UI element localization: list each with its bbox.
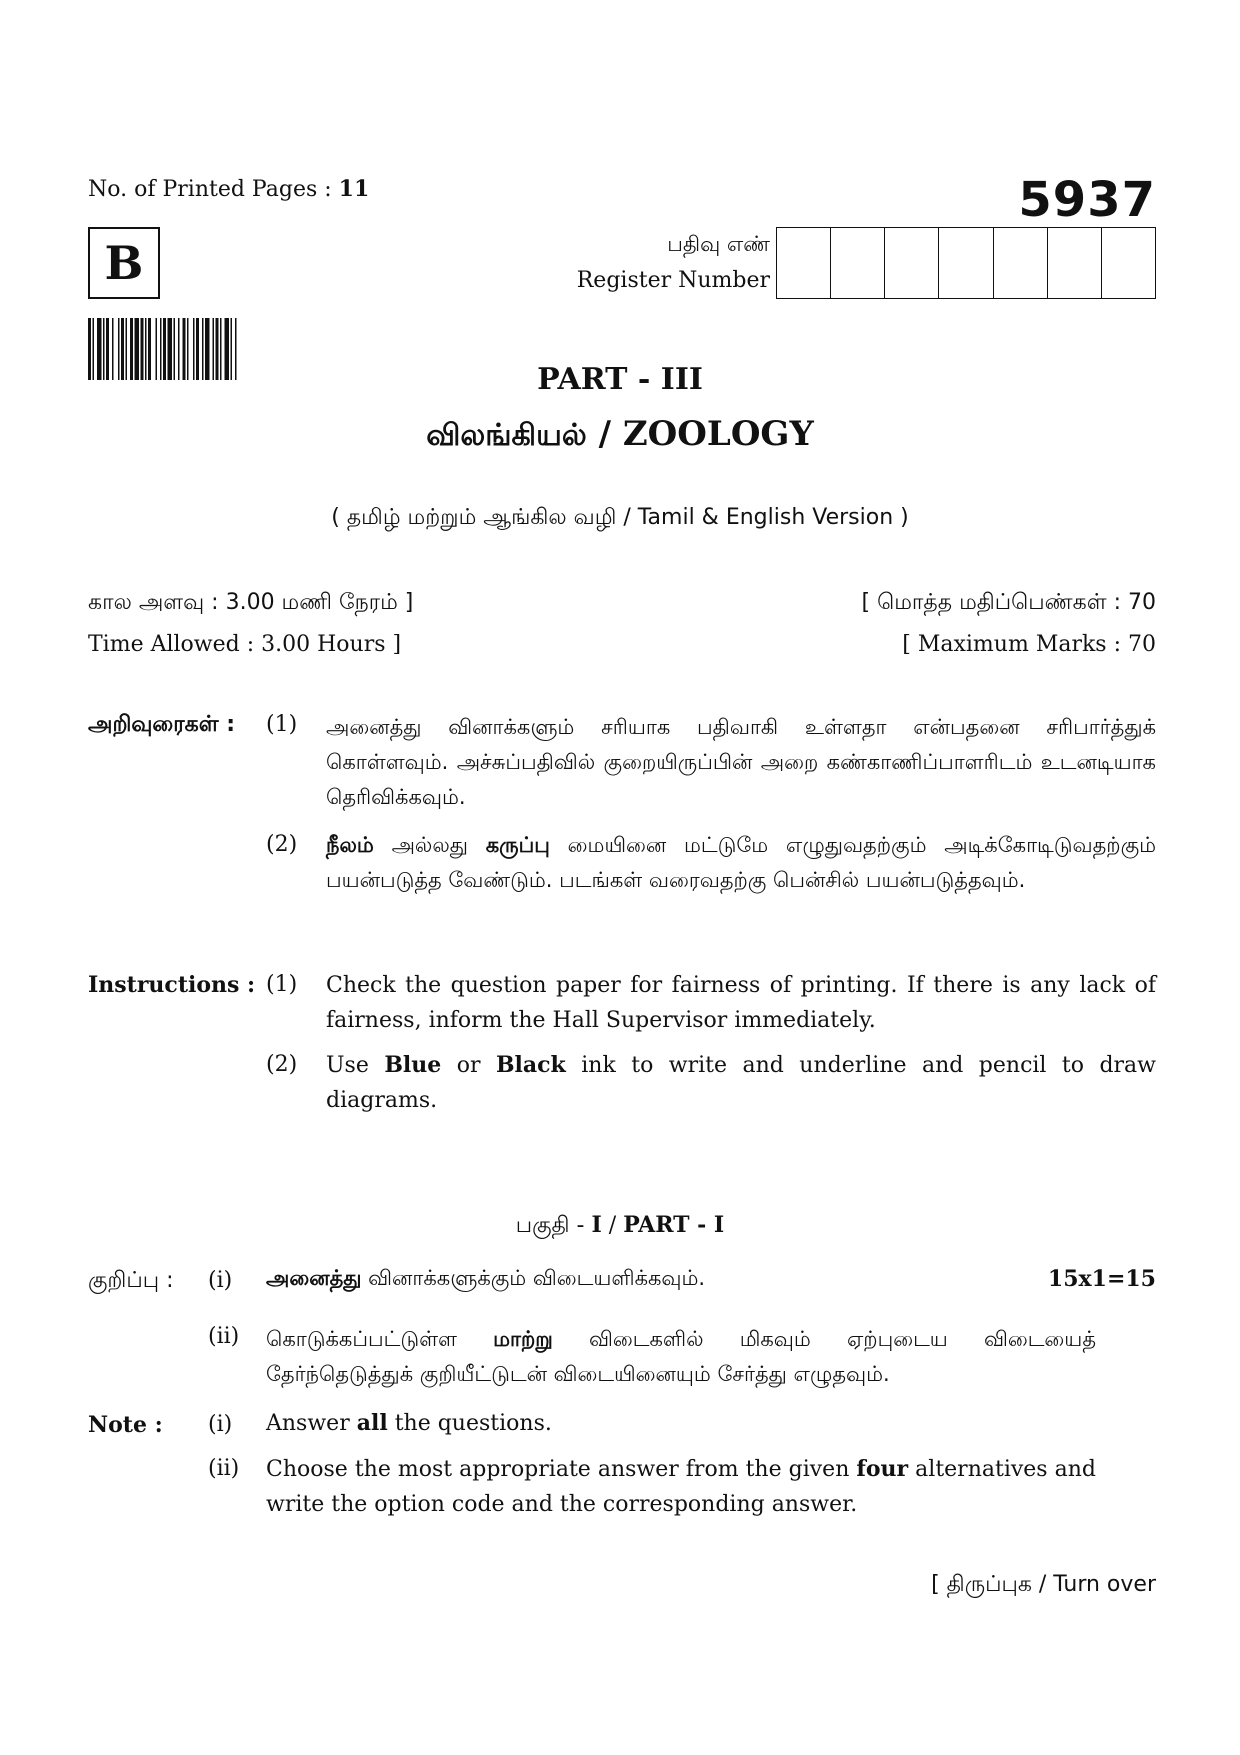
instruction-ta-2-text <box>326 828 1156 898</box>
note-en-2-bold: four <box>856 1456 909 1482</box>
instruction-en-2-black: Black <box>495 1052 566 1078</box>
instruction-ta-2-or: அல்லது <box>373 833 486 857</box>
instructions-en-label: Instructions : <box>88 972 256 998</box>
subject-title-ta: விலங்கியல் <box>426 418 587 453</box>
register-digit-box[interactable] <box>1047 228 1101 298</box>
turn-over: [ திருப்புக / Turn over <box>931 1572 1156 1597</box>
instruction-ta-2-black: கருப்பு <box>485 833 550 857</box>
time-allowed-en: Time Allowed : 3.00 Hours ] <box>88 632 402 657</box>
instruction-ta-2-blue: நீலம் <box>326 833 374 857</box>
note-ta-1-number: (i) <box>208 1268 233 1293</box>
instruction-ta-2-number: (2) <box>266 832 298 857</box>
note-en-2-number: (ii) <box>208 1456 240 1481</box>
register-digit-box[interactable] <box>1101 228 1155 298</box>
instruction-en-2-or: or <box>441 1053 496 1078</box>
instruction-ta-1-number: (1) <box>266 712 298 737</box>
part-title: PART - III <box>537 362 703 397</box>
register-digit-box[interactable] <box>777 228 830 298</box>
register-digit-box[interactable] <box>884 228 938 298</box>
note-ta-2-text <box>266 1322 1096 1392</box>
note-en-1-pre: Answer <box>266 1411 357 1436</box>
register-digit-box[interactable] <box>938 228 992 298</box>
note-en-label: Note : <box>88 1412 163 1438</box>
note-ta-1-text <box>266 1266 705 1293</box>
section-title <box>0 1212 1240 1241</box>
subject-title-sep: / <box>586 414 623 454</box>
instruction-ta-2-rest: மையினை மட்டுமே எழுதுவதற்கும் அடிக்கோடிடுவதற்கும் பயன்படுத்த வேண்டும். படங்கள் வரைவதற்கு பென்சில் பயன்படுத்தவும். <box>326 833 1157 892</box>
instruction-en-2-text <box>326 1048 1156 1118</box>
printed-pages-label: No. of Printed Pages : <box>88 177 332 202</box>
note-en-2-pre: Choose the most appropriate answer from the given <box>266 1457 857 1482</box>
note-en-2-text <box>266 1452 1096 1522</box>
note-ta-2-bold: மாற்று <box>493 1327 553 1351</box>
marks-scheme: 15x1=15 <box>1047 1266 1156 1292</box>
instruction-en-2-blue: Blue <box>384 1052 442 1078</box>
register-label-en: Register Number <box>576 268 770 293</box>
instruction-ta-1-text: அனைத்து வினாக்களும் சரியாக பதிவாகி உள்ளதா என்பதனை சரிபார்த்துக் கொள்ளவும். அச்சுப்பதிவில் குறையிருப்பின் அறை கண்காணிப்பாளரிடம் உடனடியாக தெரிவிக்கவும். <box>326 715 1156 809</box>
note-ta-1-rest: வினாக்களுக்கும் விடையளிக்கவும். <box>361 1266 706 1290</box>
section-title-en: PART - I <box>623 1212 725 1238</box>
instructions-ta-label: அறிவுரைகள் : <box>88 712 235 737</box>
note-ta-label: குறிப்பு : <box>88 1268 174 1293</box>
subject-title <box>0 414 1240 457</box>
note-en-2-rest: alternatives and write the option code and the corresponding answer. <box>266 1457 1096 1517</box>
section-title-ta: பகுதி - <box>515 1213 592 1238</box>
printed-pages <box>88 176 369 202</box>
note-en-1-text <box>266 1410 552 1436</box>
printed-pages-value: 11 <box>338 176 370 202</box>
paper-code: 5937 <box>1018 172 1156 228</box>
subject-title-en: ZOOLOGY <box>622 414 814 454</box>
note-ta-2-pre: கொடுக்கப்பட்டுள்ள <box>266 1327 494 1351</box>
instruction-en-1-text: Check the question paper for fairness of printing. If there is any lack of fairness, inform the Hall Supervisor immediately. <box>326 973 1156 1033</box>
set-code-box: B <box>88 227 160 299</box>
section-title-sep: / <box>601 1213 624 1238</box>
instruction-en-1-number: (1) <box>266 972 298 997</box>
note-ta-2-number: (ii) <box>208 1324 240 1349</box>
instruction-en-2-rest: ink to write and underline and pencil to draw diagrams. <box>326 1053 1157 1113</box>
register-digit-box[interactable] <box>830 228 884 298</box>
instruction-en-2-number: (2) <box>266 1052 298 1077</box>
register-digit-box[interactable] <box>993 228 1047 298</box>
note-en-1-bold: all <box>356 1410 388 1436</box>
instruction-en-2-pre: Use <box>326 1053 385 1078</box>
register-label-ta: பதிவு எண் <box>667 232 770 256</box>
register-number-boxes[interactable] <box>776 227 1156 299</box>
version-line: ( தமிழ் மற்றும் ஆங்கில வழி / Tamil & English Version ) <box>331 505 909 530</box>
note-ta-2-rest: விடைகளில் மிகவும் ஏற்புடைய விடையைத் தேர்ந்தெடுத்துக் குறியீட்டுடன் விடையினையும் சேர்த்து எழுதவும். <box>266 1327 1096 1386</box>
max-marks-en: [ Maximum Marks : 70 <box>902 632 1156 657</box>
max-marks-ta: [ மொத்த மதிப்பெண்கள் : 70 <box>861 590 1156 615</box>
time-allowed-ta: கால அளவு : 3.00 மணி நேரம் ] <box>88 590 414 615</box>
section-title-roman: I <box>591 1212 602 1238</box>
note-en-1-number: (i) <box>208 1412 233 1437</box>
note-en-1-rest: the questions. <box>387 1411 552 1436</box>
note-ta-1-bold: அனைத்து <box>266 1266 362 1290</box>
